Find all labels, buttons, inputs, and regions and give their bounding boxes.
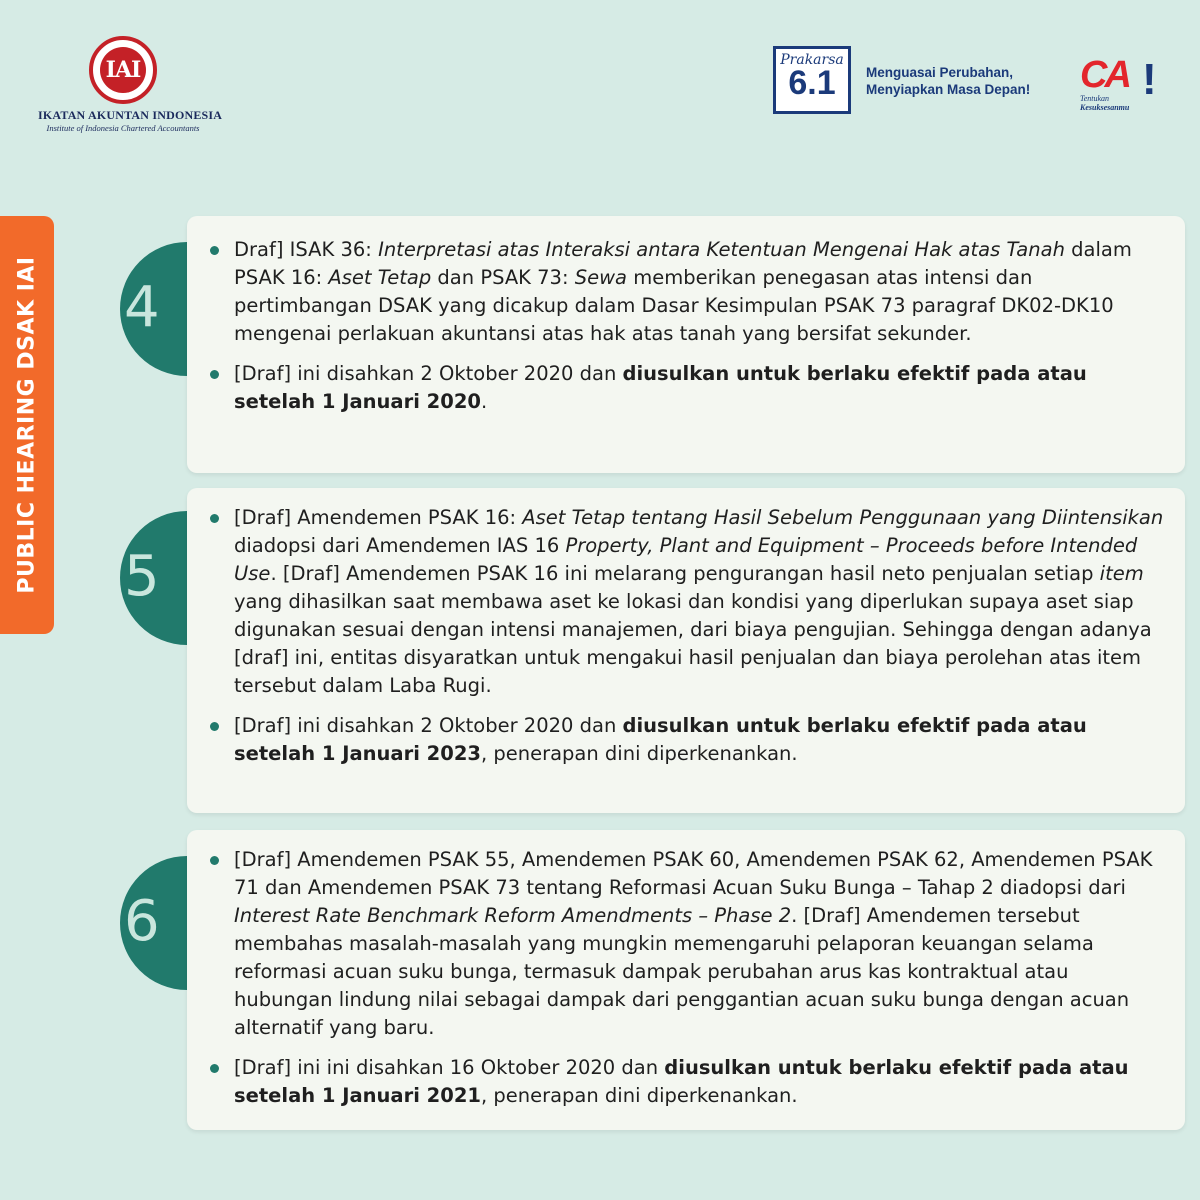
exclamation-icon: ! xyxy=(1142,55,1157,104)
card-points xyxy=(187,830,1185,1110)
org-name: IKATAN AKUNTAN INDONESIA xyxy=(38,108,223,122)
number-badge-text: 4 xyxy=(124,274,160,340)
side-tab-label: PUBLIC HEARING DSAK IAI xyxy=(14,256,40,594)
iai-logo xyxy=(38,36,223,133)
text-segment: yang dihasilkan saat membawa aset ke lokasi dan kondisi yang diperlukan supaya aset siap digunakan sesuai dengan intensi manajemen, dari biaya pengujian. Sehingga dengan adanya [draf] ini, entitas disyaratkan untuk mengakui hasil penjualan dan biaya perolehan atas item tersebut dalam Laba Rugi. xyxy=(234,590,1152,697)
bullet-point xyxy=(187,1054,1185,1110)
text-segment: . xyxy=(480,390,488,413)
text-segment: [Draf] ini disahkan 2 Oktober 2020 dan xyxy=(234,714,623,737)
number-badge-5 xyxy=(120,511,187,645)
text-segment: memberikan penegasan atas intensi dan pertimbangan DSAK yang dicakup dalam Dasar Kesimpulan PSAK 73 paragraf DK02-DK10 mengenai perlakuan akuntansi atas hak atas tanah yang bersifat sekunder. xyxy=(234,266,1114,345)
text-segment: diadopsi dari Amendemen IAS 16 xyxy=(234,534,566,557)
text-segment: Property, Plant and Equipment – Proceeds before Intended Use xyxy=(234,534,1138,585)
prakarsa-word: Prakarsa xyxy=(780,52,844,68)
text-segment: , penerapan dini diperkenankan. xyxy=(480,1084,798,1107)
number-badge-text: 5 xyxy=(124,543,160,609)
bullet-point xyxy=(187,846,1185,1042)
text-segment: . [Draf] Amendemen PSAK 16 ini melarang pengurangan hasil neto penjualan setiap xyxy=(270,562,1100,585)
text-segment: Sewa xyxy=(574,266,628,289)
text-segment: Aset Tetap xyxy=(328,266,432,289)
number-badge-text: 6 xyxy=(124,888,160,954)
ca-logo xyxy=(1080,56,1164,112)
bullet-point xyxy=(187,360,1185,416)
tagline-line-1: Menguasai Perubahan, xyxy=(866,65,1014,80)
text-segment: Draf] ISAK 36: xyxy=(234,238,379,261)
text-segment: [Draf] ini disahkan 2 Oktober 2020 dan xyxy=(234,362,623,385)
iai-emblem-text: IAI xyxy=(105,57,141,83)
card-points xyxy=(187,216,1185,416)
ca-tag-line-1: Tentukan xyxy=(1080,94,1110,103)
text-segment: . [Draf] Amendemen tersebut membahas masalah-masalah yang mungkin memengaruhi pelaporan keuangan selama reformasi acuan suku bunga, termasuk dampak perubahan arus kas kontraktual atau hubungan lindung nilai sebagai dampak dari penggantian acuan suku bunga dengan acuan alternatif yang baru. xyxy=(234,904,1130,1039)
text-segment: Aset Tetap tentang Hasil Sebelum Penggunaan yang Diintensikan xyxy=(522,506,1164,529)
bullet-point xyxy=(187,712,1185,768)
text-segment: dalam PSAK 16: xyxy=(234,238,1132,289)
text-segment: , penerapan dini diperkenankan. xyxy=(480,742,798,765)
text-segment: diusulkan untuk berlaku efektif pada atau setelah 1 Januari 2021 xyxy=(234,1056,1129,1107)
number-badge-6 xyxy=(120,856,187,990)
text-segment: [Draf] ini ini disahkan 16 Oktober 2020 dan xyxy=(234,1056,665,1079)
prakarsa-number: 6.1 xyxy=(788,64,836,102)
prakarsa-logo xyxy=(773,46,851,114)
card-points xyxy=(187,488,1185,768)
bullet-point xyxy=(187,236,1185,348)
text-segment: item xyxy=(1099,562,1144,585)
text-segment: Interest Rate Benchmark Reform Amendments – Phase 2 xyxy=(234,904,792,927)
text-segment: [Draf] Amendemen PSAK 16: xyxy=(234,506,523,529)
text-segment: [Draf] Amendemen PSAK 55, Amendemen PSAK 60, Amendemen PSAK 62, Amendemen PSAK 71 dan Amendemen PSAK 73 tentang Reformasi Acuan Suku Bunga – Tahap 2 diadopsi dari xyxy=(234,848,1153,899)
tagline xyxy=(866,64,1030,98)
number-badge-4 xyxy=(120,242,187,376)
text-segment: Interpretasi atas Interaksi antara Ketentuan Mengenai Hak atas Tanah xyxy=(378,238,1065,261)
tagline-line-2: Menyiapkan Masa Depan! xyxy=(866,82,1031,97)
content-card-6 xyxy=(187,830,1185,1130)
text-segment: diusulkan untuk berlaku efektif pada atau setelah 1 Januari 2020 xyxy=(234,362,1087,413)
bullet-point xyxy=(187,504,1185,700)
text-segment: diusulkan untuk berlaku efektif pada atau setelah 1 Januari 2023 xyxy=(234,714,1087,765)
text-segment: dan PSAK 73: xyxy=(431,266,575,289)
side-tab xyxy=(0,216,54,634)
org-subtitle: Institute of Indonesia Chartered Accountants xyxy=(46,123,200,133)
ca-tag-line-2: Kesuksesanmu xyxy=(1080,103,1130,112)
content-card-5 xyxy=(187,488,1185,813)
iai-emblem-icon xyxy=(89,36,157,104)
ca-mark: CA xyxy=(1080,54,1129,96)
content-card-4 xyxy=(187,216,1185,473)
